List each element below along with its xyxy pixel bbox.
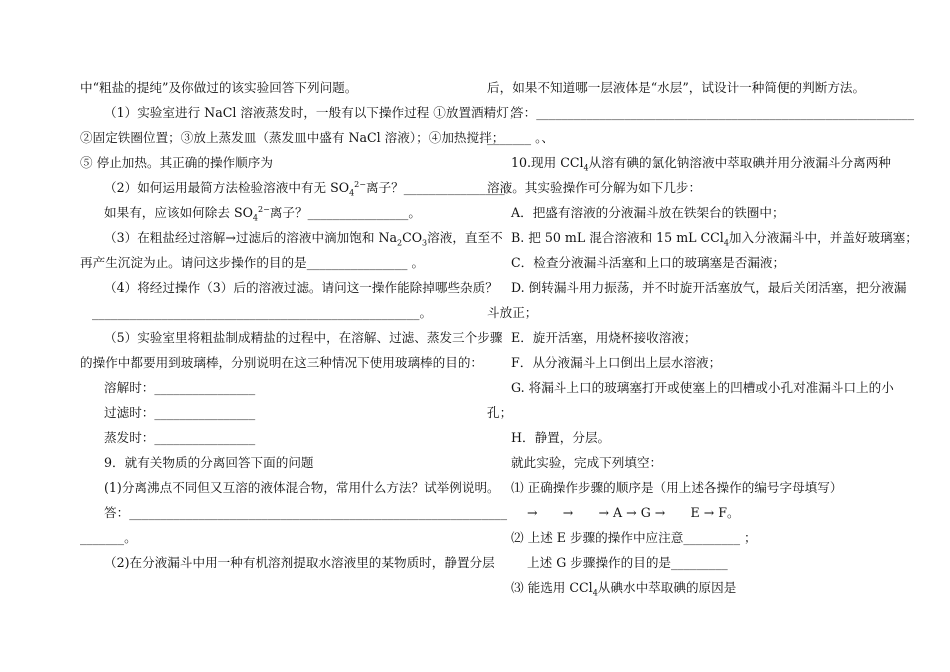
text: ⑶ 能选用 CCl [511,580,593,595]
text: 中“粗盐的提纯”及你做过的该实验回答下列问题。 [80,80,358,95]
q5-text [104,330,502,346]
q5-evaporate [104,430,255,446]
q5-text-cont [80,355,483,371]
q1-text-cont [80,130,504,146]
text: 孔； [487,405,513,420]
text: _______。 [80,530,137,545]
subscript: 4 [252,213,258,223]
q3-text-cont [80,255,424,271]
q1-text [104,105,521,121]
fill-1-sequence [527,505,740,521]
q2-text [104,180,517,196]
step-f [511,355,721,371]
step-d [511,280,906,296]
text: 溶液，直至不 [427,230,503,245]
text: 斗放正； [487,305,538,320]
question-9 [104,455,314,471]
text: 过滤时：________________ [104,405,256,420]
q1-text-end [80,155,273,171]
text: 上述 G 步骤操作的目的是_________ [527,555,728,570]
text: B. 把 50 mL 混合溶液和 15 mL CCl [511,230,724,245]
text: F．从分液漏斗上口倒出上层水溶液； [511,355,722,370]
step-b [511,230,918,246]
text: 10.现用 CCl [511,155,584,170]
text: （3）在粗盐经过溶解→过滤后的溶液中滴加饱和 Na [104,230,397,245]
question-10 [511,155,891,171]
step-d-cont [487,305,537,321]
text: 溶解时：________________ [104,380,256,395]
step-g-cont [487,405,512,421]
fill-intro [511,455,662,471]
q9-2-text [104,555,495,571]
text: 9．就有关物质的分离回答下面的问题 [104,455,314,470]
text: D. 倒转漏斗用力振荡，并不时旋开活塞放气，最后关闭活塞，把分液漏 [511,280,907,295]
subscript: 4 [723,238,729,248]
subscript: 2 [396,238,403,248]
left-line-1 [80,80,357,96]
q2-text-cont [104,205,421,221]
text: 就此实验，完成下列填空： [511,455,663,470]
text: _______ 。、 [487,130,554,145]
text: CO [402,230,423,245]
text: ⑵ 上述 E 步骤的操作中应注意_________ ； [511,530,757,545]
subscript: 3 [422,238,428,248]
text: ____________________________________________________。 [92,305,433,320]
text: （2)在分液漏斗中用一种有机溶剂提取水溶液里的某物质时，静置分层 [104,555,495,570]
text: 如果有，应该如何除去 SO [104,205,253,220]
text: H．静置，分层。 [511,430,611,445]
text: （1）实验室进行 NaCl 溶液蒸发时，一般有以下操作过程 ①放置酒精灯； [104,105,522,120]
subscript: 4 [583,163,589,173]
q4-text [104,280,498,296]
text: 加入分液漏斗中，并盖好玻璃塞； [728,230,918,245]
q9-1-answer [104,505,507,521]
text: 再产生沉淀为止。请问这步操作的目的是________________ 。 [80,255,425,270]
step-e [511,330,697,346]
right-column [487,0,918,672]
text: 从溶有碘的氯化钠溶液中萃取碘并用分液漏斗分离两种 [588,155,891,170]
q9-1-text [104,480,500,496]
text: A．把盛有溶液的分液漏斗放在铁架台的铁圈中； [511,205,785,220]
text: ⑤ 停止加热。其正确的操作顺序为 [80,155,273,170]
q9-1-answer-cont [80,530,137,546]
text: 答：____________________________________________________________ [104,505,507,520]
step-c [511,255,785,271]
step-g [511,380,894,396]
text: 答：____________________________________________________________ [511,105,914,120]
text: 离子？________________。 [365,180,518,195]
q4-answer-line [92,305,432,321]
step-a [511,205,785,221]
q10-text-cont [487,180,701,196]
text: 后，如果不知道哪一层液体是“水层”，试设计一种简便的判断方法。 [487,80,866,95]
q3-text [104,230,503,246]
fill-2-cont [527,555,728,571]
text: 溶液。其实验操作可分解为如下几步： [487,180,702,195]
superscript: 2− [258,204,270,214]
text: （5）实验室里将粗盐制成精盐的过程中，在溶解、过滤、蒸发三个步骤 [104,330,503,345]
text: 从碘水中萃取碘的原因是 [597,580,737,595]
text: 离子？________________。 [269,205,421,220]
subscript: 4 [592,588,598,598]
text: → → → A → G → E → F。 [527,505,740,520]
superscript: 2− [354,179,366,189]
fill-1 [511,480,842,496]
q5-filter [104,405,255,421]
q9-2-answer-cont [487,130,554,146]
text: 蒸发时：________________ [104,430,256,445]
text: ②固定铁圈位置；③放上蒸发皿（蒸发皿中盛有 NaCl 溶液）；④加热搅拌； [80,130,505,145]
fill-2 [511,530,757,546]
text: 的操作中都要用到玻璃棒，分别说明在这三种情况下使用玻璃棒的目的： [80,355,483,370]
q9-2-answer [511,105,914,121]
text: （2）如何运用最简方法检验溶液中有无 SO [104,180,350,195]
text: (1)分离沸点不同但又互溶的液体混合物，常用什么方法？试举例说明。 [104,480,500,495]
text: （4）将经过操作（3）后的溶液过滤。请问这一操作能除掉哪些杂质？ [104,280,498,295]
fill-3 [511,580,736,596]
subscript: 4 [349,188,355,198]
text: C．检查分液漏斗活塞和上口的玻璃塞是否漏液； [511,255,786,270]
text: ⑴ 正确操作步骤的顺序是（用上述各操作的编号字母填写） [511,480,843,495]
q5-dissolve [104,380,255,396]
step-h [511,430,610,446]
q9-2-text-cont [487,80,865,96]
text: E．旋开活塞，用烧杯接收溶液； [511,330,697,345]
text: G. 将漏斗上口的玻璃塞打开或使塞上的凹槽或小孔对准漏斗口上的小 [511,380,894,395]
